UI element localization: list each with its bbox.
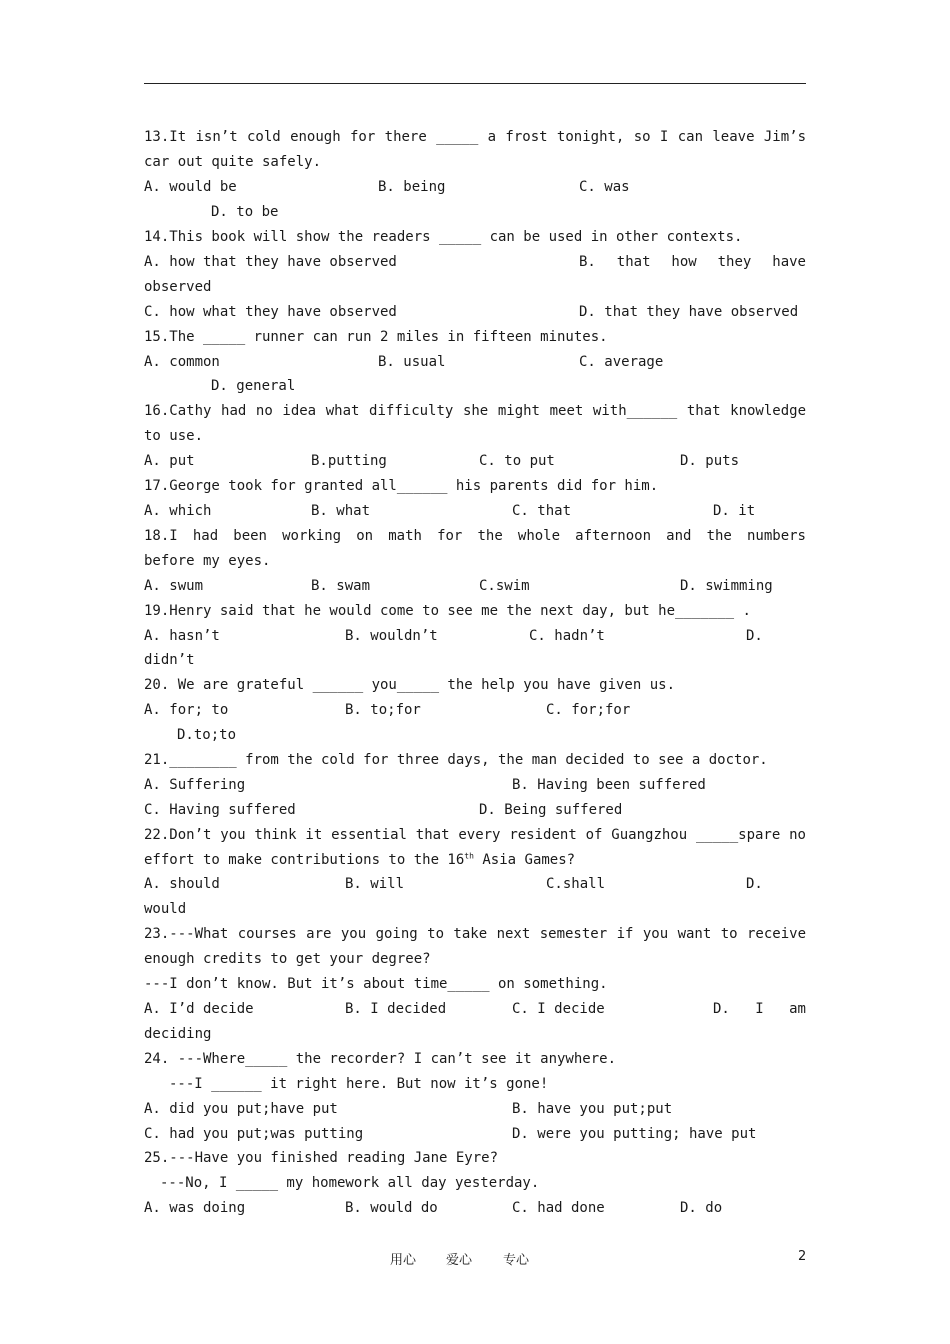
q21-option-a: A. Suffering xyxy=(144,777,246,793)
q23-option-d: D. I am xyxy=(713,1001,806,1017)
q25-option-a: A. was doing xyxy=(144,1200,246,1216)
q23-option-b: B. I decided xyxy=(345,1001,447,1017)
q18-option-d: D. swimming xyxy=(680,578,773,594)
q23-option-d-cont: deciding xyxy=(144,1026,212,1042)
q20-stem-line1: 20. We are grateful ______ you_____ the help you have given us. xyxy=(144,677,676,693)
q24-stem-line1: 24. ---Where_____ the recorder? I can’t see it anywhere. xyxy=(144,1051,617,1067)
footer-text-3: 专心 xyxy=(503,1253,530,1268)
q15-option-d: D. general xyxy=(211,378,296,394)
q21-option-c: C. Having suffered xyxy=(144,802,296,818)
q22-stem-line1: 22.Don’t you think it essential that every resident of Guangzhou _____spare no xyxy=(144,827,806,843)
q19-option-d-cont: didn’t xyxy=(144,652,195,668)
q14-option-d: D. that they have observed xyxy=(579,304,799,320)
q24-stem-line2: ---I ______ it right here. But now it’s gone! xyxy=(169,1076,549,1092)
q19-option-a: A. hasn’t xyxy=(144,628,220,644)
q16-stem-line2: to use. xyxy=(144,428,204,444)
q21-option-b: B. Having been suffered xyxy=(512,777,706,793)
q14-option-b: B. that how they have xyxy=(579,254,806,270)
q14-option-c: C. how what they have observed xyxy=(144,304,397,320)
q15-option-b: B. usual xyxy=(378,354,446,370)
q20-option-c: C. for;for xyxy=(546,702,631,718)
q22-option-c: C.shall xyxy=(546,876,606,892)
q18-stem-line1: 18.I had been working on math for the whole afternoon and the numbers xyxy=(144,528,806,544)
q25-option-d: D. do xyxy=(680,1200,723,1216)
q13-stem-line2: car out quite safely. xyxy=(144,154,322,170)
q22-option-b: B. will xyxy=(345,876,405,892)
q24-option-c: C. had you put;was putting xyxy=(144,1126,364,1142)
q17-option-d: D. it xyxy=(713,503,756,519)
page-number: 2 xyxy=(798,1249,807,1264)
q14-option-a: A. how that they have observed xyxy=(144,254,397,270)
q19-stem-line1: 19.Henry said that he would come to see me the next day, but he_______ . xyxy=(144,603,751,619)
q19-option-c: C. hadn’t xyxy=(529,628,605,644)
q25-stem-line1: 25.---Have you finished reading Jane Eyre? xyxy=(144,1150,499,1166)
q13-option-a: A. would be xyxy=(144,179,237,195)
q25-option-b: B. would do xyxy=(345,1200,438,1216)
q22-option-a: A. should xyxy=(144,876,220,892)
q16-option-b: B.putting xyxy=(311,453,387,469)
q18-option-a: A. swum xyxy=(144,578,204,594)
q17-option-a: A. which xyxy=(144,503,212,519)
q18-stem-line2: before my eyes. xyxy=(144,553,271,569)
footer-text-2: 爱心 xyxy=(446,1253,473,1268)
q13-option-c: C. was xyxy=(579,179,630,195)
q13-option-d: D. to be xyxy=(211,204,279,220)
q24-option-d: D. were you putting; have put xyxy=(512,1126,757,1142)
q22-stem-line2 xyxy=(144,851,575,869)
q17-stem-line1: 17.George took for granted all______ his parents did for him. xyxy=(144,478,659,494)
q14-stem-line1: 14.This book will show the readers _____ can be used in other contexts. xyxy=(144,229,743,245)
q18-option-c: C.swim xyxy=(479,578,530,594)
q21-option-d: D. Being suffered xyxy=(479,802,623,818)
q20-option-b: B. to;for xyxy=(345,702,421,718)
q15-option-c: C. average xyxy=(579,354,664,370)
q16-option-d: D. puts xyxy=(680,453,740,469)
q23-stem-line3: ---I don’t know. But it’s about time_____ on something. xyxy=(144,976,608,992)
q23-option-c: C. I decide xyxy=(512,1001,605,1017)
q15-stem-line1: 15.The _____ runner can run 2 miles in fifteen minutes. xyxy=(144,329,608,345)
q21-stem-line1: 21.________ from the cold for three days, the man decided to see a doctor. xyxy=(144,752,768,768)
q18-option-b: B. swam xyxy=(311,578,371,594)
q24-option-b: B. have you put;put xyxy=(512,1101,673,1117)
q22-stem-line2-text-b: Asia Games? xyxy=(473,852,576,868)
footer-text-1: 用心 xyxy=(390,1253,417,1268)
q19-option-b: B. wouldn’t xyxy=(345,628,438,644)
q14-option-b-cont: observed xyxy=(144,279,212,295)
q23-option-a: A. I’d decide xyxy=(144,1001,254,1017)
q24-option-a: A. did you put;have put xyxy=(144,1101,338,1117)
q19-option-d: D. xyxy=(746,628,763,644)
q25-stem-line2: ---No, I _____ my homework all day yesterday. xyxy=(160,1175,540,1191)
q16-stem-line1: 16.Cathy had no idea what difficulty she might meet with______ that knowledge xyxy=(144,403,806,419)
q23-stem-line1: 23.---What courses are you going to take next semester if you want to receive xyxy=(144,926,806,942)
q22-option-d-cont: would xyxy=(144,901,187,917)
q13-stem-line1: 13.It isn’t cold enough for there _____ a frost tonight, so I can leave Jim’s xyxy=(144,129,806,145)
q22-option-d: D. xyxy=(746,876,763,892)
q22-stem-line2-text-a: effort to make contributions to the 16 xyxy=(144,852,465,868)
q22-ordinal-suffix: th xyxy=(464,851,474,861)
q20-option-a: A. for; to xyxy=(144,702,229,718)
q23-stem-line2: enough credits to get your degree? xyxy=(144,951,431,967)
q13-option-b: B. being xyxy=(378,179,446,195)
q15-option-a: A. common xyxy=(144,354,220,370)
q17-option-b: B. what xyxy=(311,503,371,519)
q17-option-c: C. that xyxy=(512,503,572,519)
q16-option-c: C. to put xyxy=(479,453,555,469)
q25-option-c: C. had done xyxy=(512,1200,605,1216)
header-rule xyxy=(144,83,806,84)
q16-option-a: A. put xyxy=(144,453,195,469)
q20-option-d: D.to;to xyxy=(177,727,237,743)
